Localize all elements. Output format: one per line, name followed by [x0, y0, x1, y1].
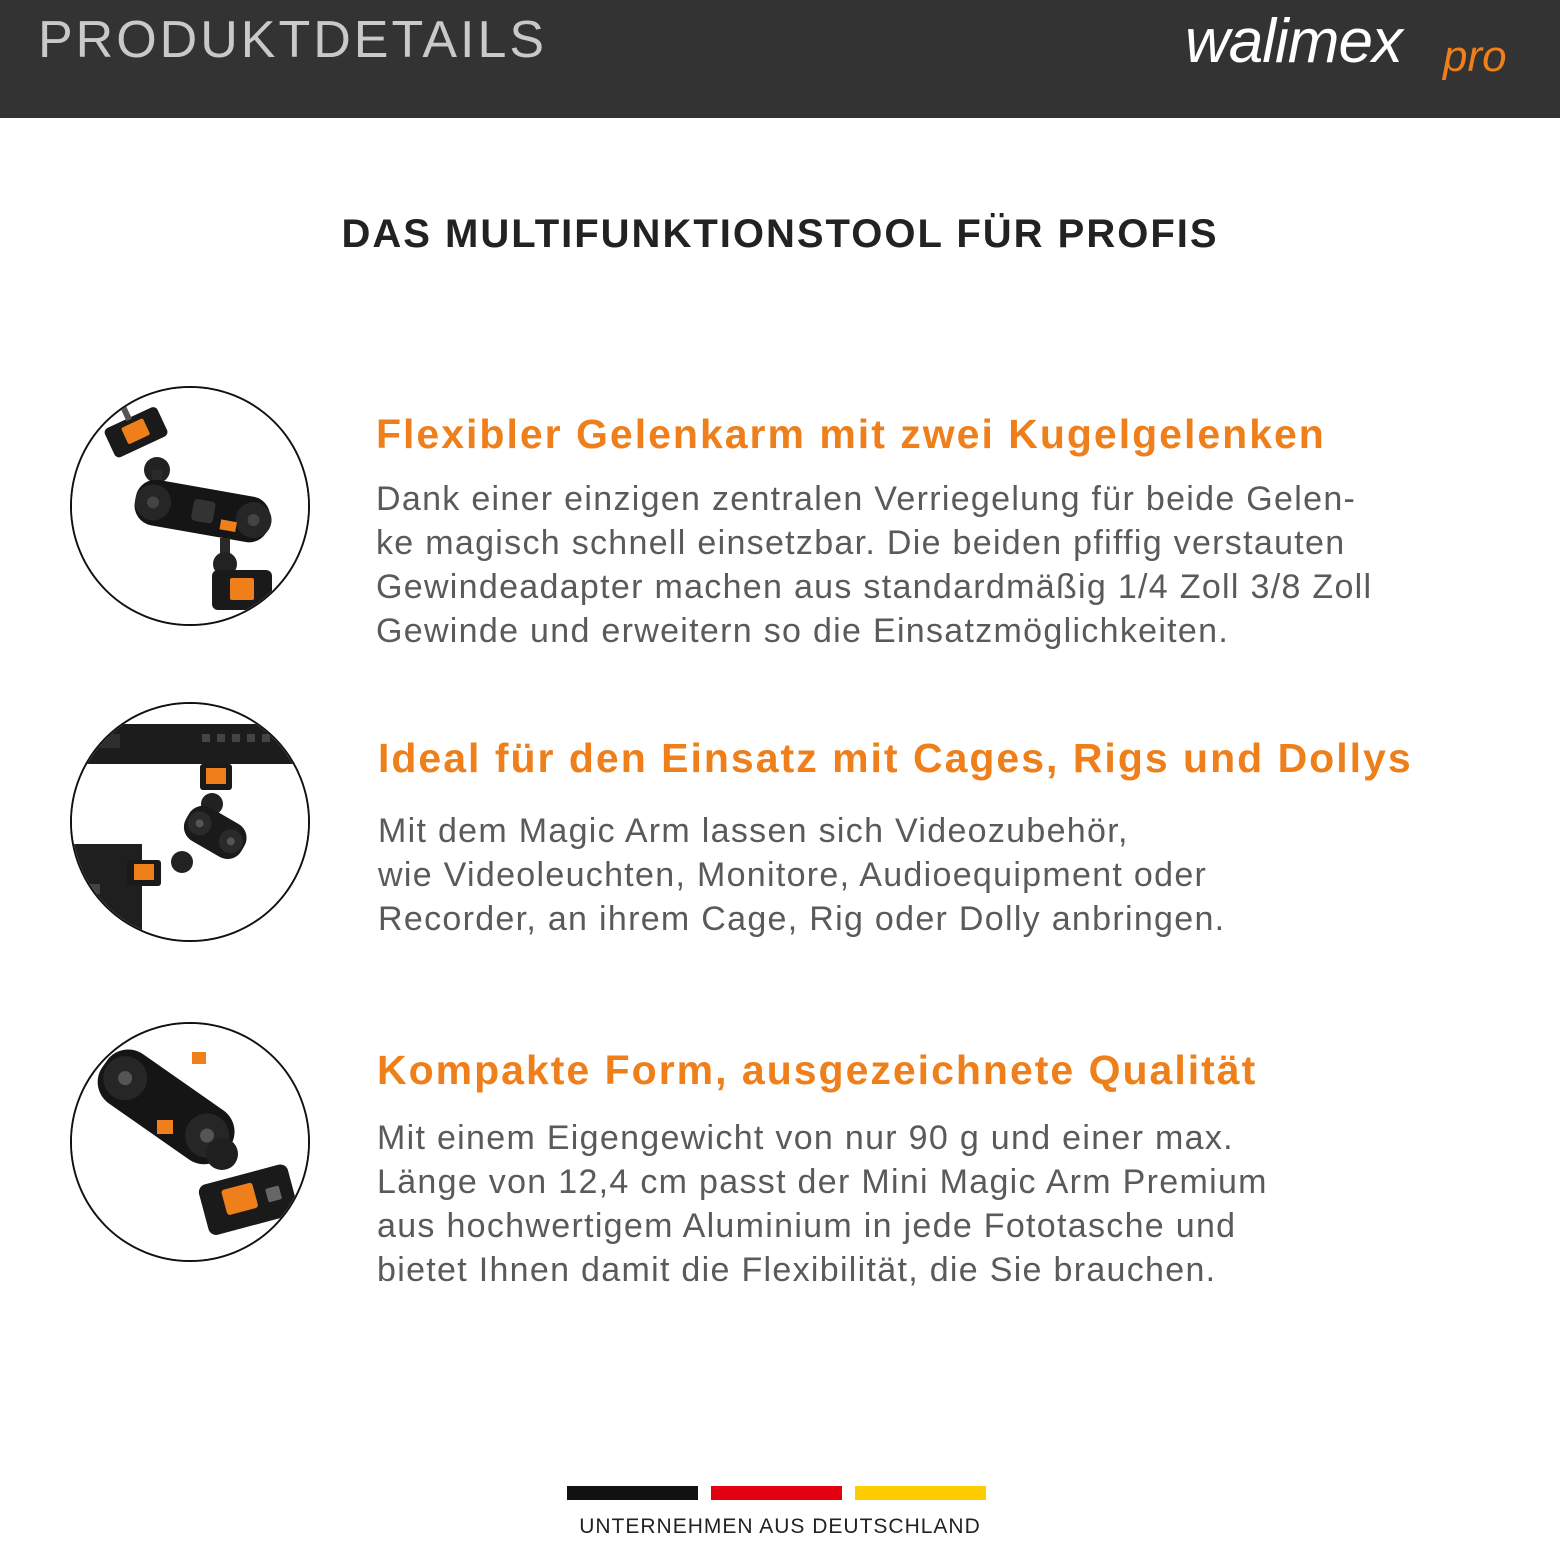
- description-line: Mit einem Eigengewicht von nur 90 g und einer max.: [377, 1119, 1234, 1157]
- feature-title: Ideal für den Einsatz mit Cages, Rigs und Dollys: [378, 735, 1413, 781]
- flag-stripe-gold: [855, 1486, 986, 1500]
- description-line: Länge von 12,4 cm passt der Mini Magic Arm Premium: [377, 1163, 1268, 1201]
- footer-note: UNTERNEHMEN AUS DEUTSCHLAND: [579, 1515, 981, 1538]
- description-line: Gewinde und erweitern so die Einsatzmöglichkeiten.: [376, 612, 1230, 650]
- description-line: Mit dem Magic Arm lassen sich Videozubehör,: [378, 812, 1129, 850]
- magic-arm-rig-image: [70, 702, 310, 942]
- feature-title: Flexibler Gelenkarm mit zwei Kugelgelenken: [376, 411, 1326, 457]
- walimex-pro-logo: [1185, 4, 1530, 84]
- header-bar: [0, 0, 1560, 118]
- description-line: wie Videoleuchten, Monitore, Audioequipment oder: [378, 856, 1208, 894]
- flag-stripe-red: [711, 1486, 842, 1500]
- headline: DAS MULTIFUNKTIONSTOOL FÜR PROFIS: [341, 212, 1219, 256]
- feature-title: Kompakte Form, ausgezeichnete Qualität: [377, 1047, 1258, 1093]
- description-line: bietet Ihnen damit die Flexibilität, die Sie brauchen.: [377, 1251, 1217, 1289]
- feature-description: [378, 809, 1225, 941]
- description-line: Recorder, an ihrem Cage, Rig oder Dolly anbringen.: [378, 900, 1226, 938]
- magic-arm-closeup-image: [70, 1022, 310, 1262]
- logo-wordmark: walimex: [1185, 7, 1402, 76]
- flag-stripe-black: [567, 1486, 698, 1500]
- feature-description: [377, 1116, 1268, 1292]
- description-line: aus hochwertigem Aluminium in jede Fototasche und: [377, 1207, 1237, 1245]
- description-line: Dank einer einzigen zentralen Verriegelung für beide Gelen-: [376, 480, 1357, 518]
- description-line: Gewindeadapter machen aus standardmäßig 1/4 Zoll 3/8 Zoll: [376, 568, 1373, 606]
- feature-description: [376, 477, 1372, 653]
- magic-arm-product-image: [70, 386, 310, 626]
- page-title: PRODUKTDETAILS: [38, 11, 548, 69]
- description-line: ke magisch schnell einsetzbar. Die beiden pfiffig verstauten: [376, 524, 1346, 562]
- logo-subtext: pro: [1443, 32, 1507, 81]
